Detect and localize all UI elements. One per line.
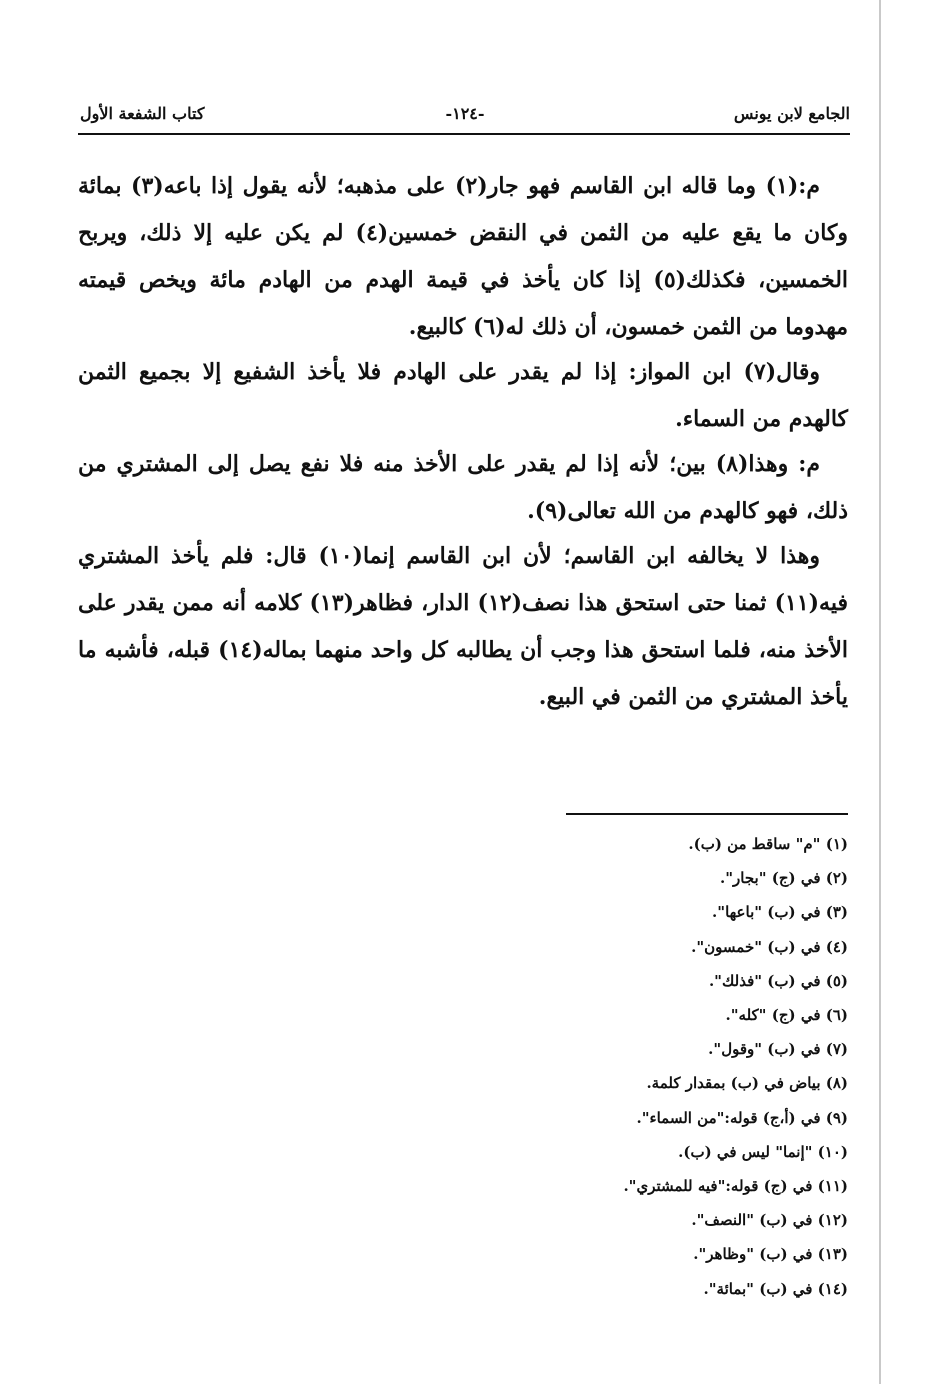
page-number: -١٢٤- [445,104,485,123]
footnote: (٢) في (ج) "بجار". [719,869,848,888]
footnote: (١٠) "إنما" ليس في (ب). [678,1142,848,1161]
footnote: (٨) بياض في (ب) بمقدار كلمة. [646,1074,848,1093]
main-text [78,163,848,721]
paragraph-4: وهذا لا يخالفه ابن القاسم؛ لأن ابن القاسم إنما(١٠) قال: فلم يأخذ المشتري فيه(١١) ثمنا حتى استحق هذا نصف(١٢) الدار، فظاهر(١٣) كلامه أنه ممن يقدر على الأخذ منه، فلما استحق هذا وجب أن يطالبه كل واحد منهما بماله(١٤) قبله، فأشبه ما يأخذ المشتري من الثمن في البيع. [78,543,848,710]
footnote: (١٤) في (ب) "بمائة". [703,1279,848,1298]
footnote: (١٣) في (ب) "وظاهر". [693,1245,848,1264]
paragraph-3: م: وهذا(٨) بين؛ لأنه إذا لم يقدر على الأخذ منه فلا نفع يصل إلى المشتري من ذلك، فهو كالهدم من الله تعالى(٩). [78,451,848,524]
footnote: (٦) في (ج) "كله". [725,1006,848,1025]
book-title: الجامع لابن يونس [733,104,850,123]
header-rule [78,133,850,135]
footnote: (١) "م" ساقط من (ب). [688,835,848,853]
footnote: (٥) في (ب) "فذلك". [708,971,848,990]
page-edge-line [879,0,881,1384]
footnotes [400,827,848,1306]
footnote: (٧) في (ب) "وقول". [708,1040,848,1059]
paragraph-1: م:(١) وما قاله ابن القاسم فهو جار(٢) على مذهبه؛ لأنه يقول إذا باعه(٣) بمائة وكان ما يقع عليه من الثمن في النقض خمسين(٤) لم يكن عليه إلا ذلك، ويربح الخمسين، فكذلك(٥) إذا كان يأخذ في قيمة الهدم من الهادم مائة ويخص قيمته مهدوما من الثمن خمسون، أن ذلك له(٦) كالبيع. [78,173,849,340]
footnote: (١١) في (ج) قوله:"فيه للمشتري". [623,1177,848,1196]
footnote: (١٢) في (ب) "النصف". [691,1211,848,1230]
footnote: (٣) في (ب) "باعها". [712,903,848,922]
page-header [80,104,850,134]
footnote: (٤) في (ب) "خمسون". [691,937,848,956]
footnote: (٩) في (أ،ج) قوله:"من السماء". [636,1108,848,1127]
paragraph-2: وقال(٧) ابن المواز: إذا لم يقدر على الهادم فلا يأخذ الشفيع إلا بجميع الثمن كالهدم من السماء. [78,359,848,432]
footnote-separator [566,813,848,815]
chapter-title: كتاب الشفعة الأول [80,104,205,123]
